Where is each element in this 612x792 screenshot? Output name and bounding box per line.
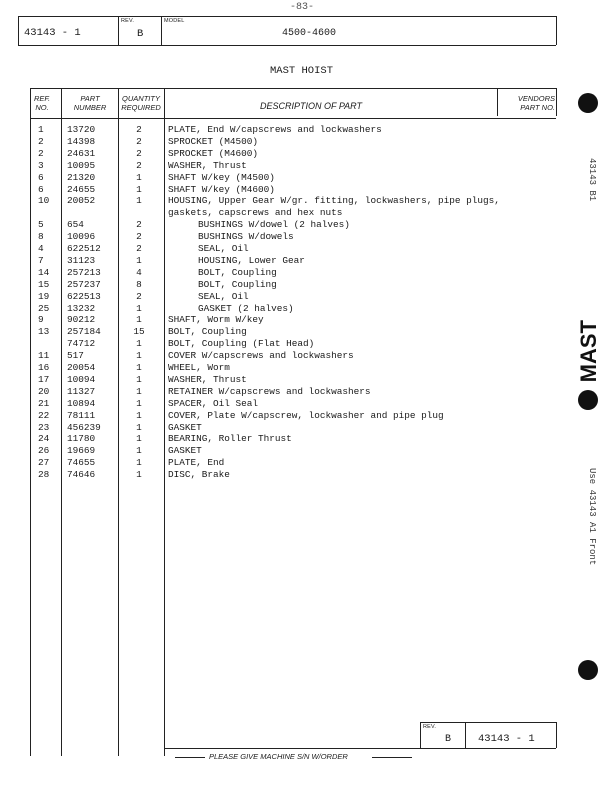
quantity: 2 [136,231,142,243]
col-divider-vendor [497,88,498,116]
quantity: 2 [136,219,142,231]
table-row [0,350,612,362]
punch-hole-middle [578,390,598,410]
quantity: 1 [136,469,142,481]
ref-number: 5 [38,219,44,231]
quantity: 15 [133,326,145,338]
table-row [0,303,612,315]
notice-right-rule [372,757,412,758]
part-number: 31123 [67,254,96,266]
part-number: 622512 [67,243,101,254]
footer-notice: PLEASE GIVE MACHINE S/N W/ORDER [209,752,348,761]
description: SEAL, Oil [198,290,249,302]
quantity: 1 [136,302,142,314]
header-top-rule [18,16,556,17]
part-number: 11780 [67,433,96,445]
footer-rev-label: REV. [423,724,437,730]
ref-number: 13 [38,326,50,338]
part-number: 257213 [67,266,101,278]
description: PLATE, End W/capscrews and lockwashers [168,124,382,135]
model-value: 4500-4600 [282,28,337,39]
description: RETAINER W/capscrews and lockwashers [168,385,371,397]
table-row [0,422,612,434]
quantity: 4 [136,266,142,278]
part-number: 257237 [67,278,101,290]
ref-number: 21 [38,397,50,409]
footer-rev-left-rule [420,722,421,748]
table-right-rule [556,88,557,116]
header-right-rule [556,16,557,45]
part-number: 10094 [67,373,96,385]
notice-left-rule [175,757,205,758]
header-left-rule [18,16,19,45]
header-divider-2 [161,16,162,45]
part-number: 257184 [67,326,101,338]
quantity: 1 [136,171,142,183]
model-label: MODEL [164,18,185,24]
description: PLATE, End [168,457,225,469]
table-row [0,207,612,219]
description: BOLT, Coupling [168,326,247,338]
description: HOUSING, Lower Gear [198,254,305,266]
table-header-rule [30,118,556,119]
table-row [0,184,612,196]
description: COVER, Plate W/capscrew, lockwasher and pipe plug [168,409,444,421]
quantity: 1 [136,314,142,326]
quantity: 2 [136,159,142,171]
part-number: 13720 [67,124,96,135]
quantity: 1 [136,338,142,350]
description: SPROCKET (M4600) [168,147,259,159]
quantity: 1 [136,457,142,469]
description: BOLT, Coupling [198,266,277,278]
quantity: 1 [136,433,142,445]
ref-number: 26 [38,445,50,457]
punch-hole-top [578,93,598,113]
footer-rev-right-rule [465,722,466,748]
description: SEAL, Oil [198,243,249,254]
side-use-note: Use 43143 A1 Front [587,468,597,566]
description: SPROCKET (M4500) [168,135,259,147]
table-row [0,279,612,291]
table-row [0,148,612,160]
ref-number: 15 [38,278,50,290]
ref-number: 10 [38,195,50,207]
description: BOLT, Coupling [198,278,277,290]
part-number: 10894 [67,397,96,409]
table-row [0,445,612,457]
description: SPACER, Oil Seal [168,397,259,409]
part-number: 74655 [67,457,96,469]
description: HOUSING, Upper Gear W/gr. fitting, lockwashers, pipe plugs, [168,195,500,207]
ref-number: 2 [38,147,44,159]
table-row [0,398,612,410]
part-number: 654 [67,219,84,231]
part-number: 13232 [67,302,96,314]
table-row [0,255,612,267]
table-row [0,374,612,386]
part-number: 24631 [67,147,96,159]
quantity: 2 [136,124,142,135]
table-row [0,231,612,243]
quantity: 2 [136,147,142,159]
description: WASHER, Thrust [168,373,247,385]
col-header-part: PART NUMBER [73,94,107,112]
part-number: 10096 [67,231,96,243]
description: BOLT, Coupling (Flat Head) [168,338,315,350]
footer-box-right-rule [556,722,557,748]
part-number: 78111 [67,409,96,421]
description: GASKET [168,445,202,457]
quantity: 1 [136,254,142,266]
ref-number: 23 [38,421,50,433]
ref-number: 14 [38,266,50,278]
ref-number: 6 [38,171,44,183]
part-number: 19669 [67,445,96,457]
part-number: 10095 [67,159,96,171]
quantity: 1 [136,195,142,207]
table-row [0,195,612,207]
ref-number: 1 [38,124,44,135]
quantity: 1 [136,350,142,362]
part-number: 456239 [67,421,101,433]
description: BEARING, Roller Thrust [168,433,292,445]
top-page-mark: -83- [290,2,315,13]
ref-number: 2 [38,135,44,147]
description: GASKET [168,421,202,433]
ref-number: 3 [38,159,44,171]
quantity: 1 [136,409,142,421]
description: SHAFT, Worm W/key [168,314,264,326]
table-row [0,136,612,148]
part-number: 24655 [67,183,96,195]
side-tab-code: 43143 B1 [587,158,597,202]
table-row [0,124,612,136]
description: SHAFT W/key (M4500) [168,171,275,183]
doc-number: 43143 - 1 [24,27,81,39]
quantity: 1 [136,445,142,457]
ref-number: 24 [38,433,50,445]
quantity: 1 [136,362,142,373]
ref-number: 6 [38,183,44,195]
table-row [0,410,612,422]
part-number: 74646 [67,469,96,481]
table-row [0,338,612,350]
description: DISC, Brake [168,469,230,481]
part-number: 90212 [67,314,96,326]
table-row [0,160,612,172]
ref-number: 27 [38,457,50,469]
table-row [0,267,612,279]
ref-number: 19 [38,290,50,302]
ref-number: 11 [38,350,50,362]
punch-hole-bottom [578,660,598,680]
ref-number: 28 [38,469,50,481]
table-row [0,291,612,303]
col-header-desc: DESCRIPTION OF PART [260,101,363,111]
quantity: 1 [136,183,142,195]
ref-number: 9 [38,314,44,326]
ref-number: 22 [38,409,50,421]
part-number: 20052 [67,195,96,207]
table-row [0,469,612,481]
quantity: 1 [136,421,142,433]
col-header-vendor: VENDORS PART NO. [517,94,555,112]
description: BUSHINGS W/dowels [198,231,294,243]
ref-number: 16 [38,362,50,373]
description: BUSHINGS W/dowel (2 halves) [198,219,350,231]
ref-number: 8 [38,231,44,243]
table-row [0,433,612,445]
quantity: 1 [136,397,142,409]
page-title: MAST HOIST [270,65,334,77]
part-number: 11327 [67,385,96,397]
rev-label: REV. [121,18,135,24]
ref-number: 17 [38,373,50,385]
quantity: 1 [136,373,142,385]
table-row [0,457,612,469]
table-row [0,243,612,255]
part-number: 622513 [67,290,101,302]
description: SHAFT W/key (M4600) [168,183,275,195]
part-number: 517 [67,350,84,362]
part-number: 74712 [67,338,96,350]
rev-value: B [137,28,144,40]
quantity: 1 [136,385,142,397]
part-number: 21320 [67,171,96,183]
quantity: 2 [136,243,142,254]
table-row [0,386,612,398]
part-number: 20054 [67,362,96,373]
table-row [0,362,612,374]
description: COVER W/capscrews and lockwashers [168,350,354,362]
header-divider-1 [118,16,119,45]
part-number: 14398 [67,135,96,147]
table-top-rule [30,88,556,89]
table-row [0,326,612,338]
footer-rev-value: B [445,734,452,745]
quantity: 2 [136,135,142,147]
description: GASKET (2 halves) [198,302,294,314]
table-row [0,172,612,184]
quantity: 8 [136,278,142,290]
table-row [0,314,612,326]
description: WASHER, Thrust [168,159,247,171]
description: WHEEL, Worm [168,362,230,373]
col-header-ref: REF. NO. [33,94,51,112]
quantity: 2 [136,290,142,302]
description: gaskets, capscrews and hex nuts [168,207,343,219]
ref-number: 7 [38,254,44,266]
footer-doc-number: 43143 - 1 [478,733,535,745]
footer-box-bottom-rule [164,748,556,749]
header-bottom-rule [18,45,556,46]
footer-box-top-rule [420,722,556,723]
ref-number: 25 [38,302,50,314]
col-header-qty: QUANTITY REQUIRED [121,94,161,112]
table-row [0,219,612,231]
ref-number: 20 [38,385,50,397]
side-tab-label: MAST [576,320,601,383]
ref-number: 4 [38,243,44,254]
